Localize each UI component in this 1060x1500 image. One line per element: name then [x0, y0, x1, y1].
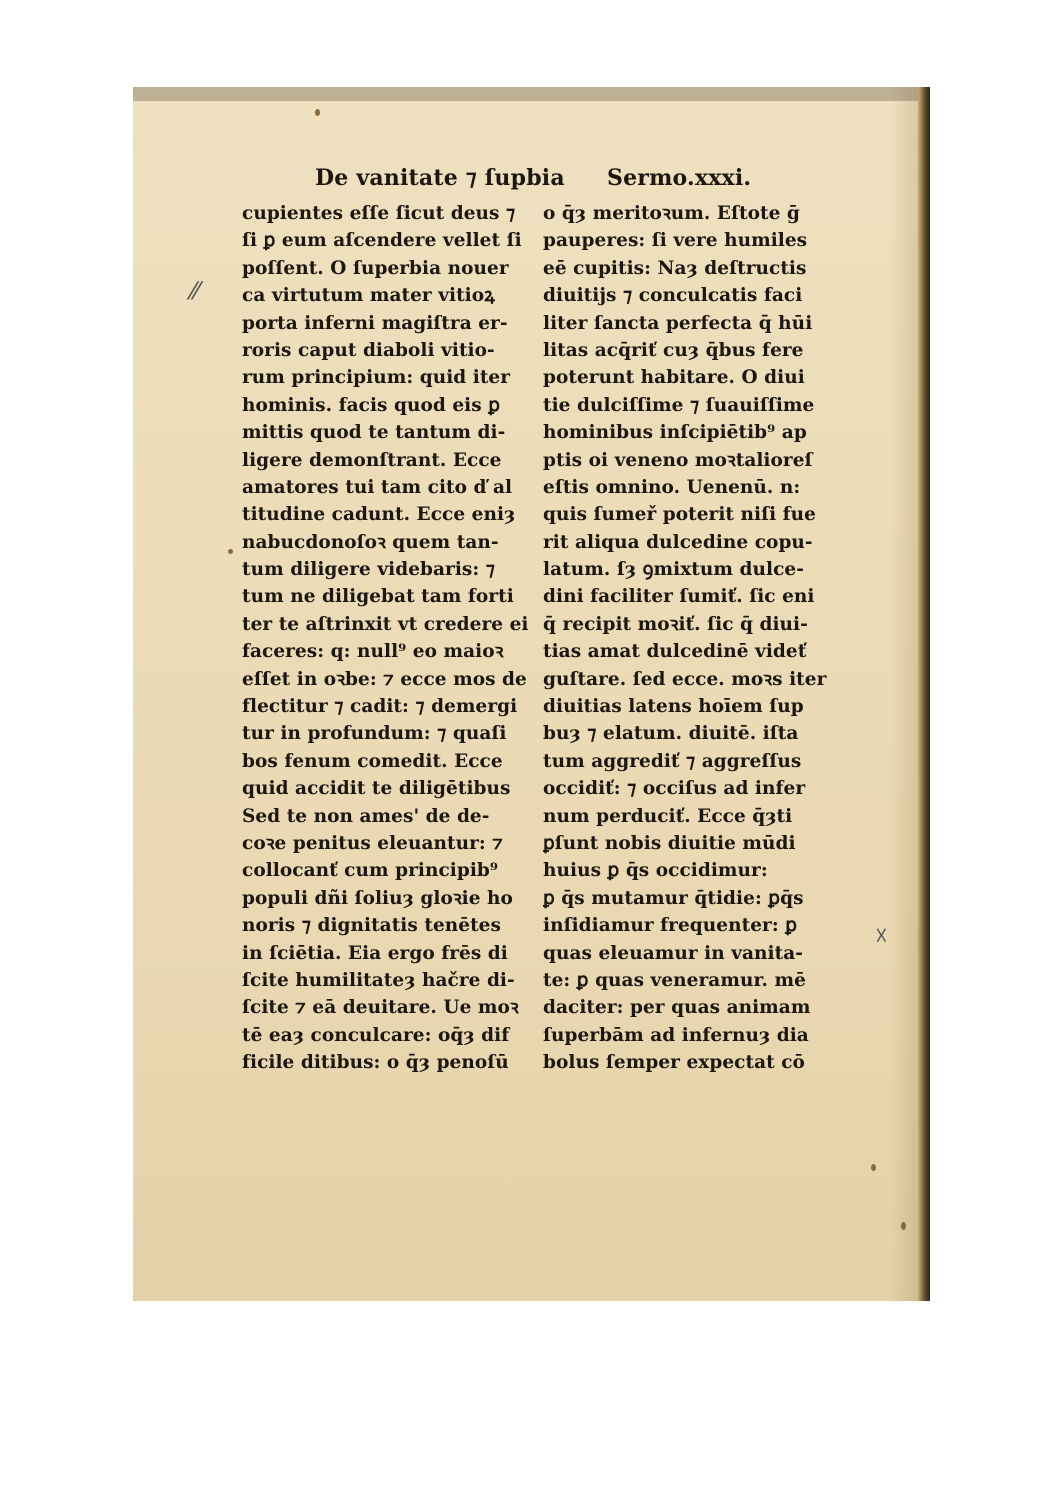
- left-column-line: titudine cadunt. Ecce eniȝ: [242, 504, 516, 526]
- left-column-line: amatores tui tam cito ď al: [242, 476, 513, 498]
- left-column-line: ter te aſtrinxit vt credere ei: [242, 613, 529, 635]
- running-header-right: Sermo.xxxi.: [607, 165, 752, 191]
- left-column-line: ficile ditibus: o q̄ȝ penoſū: [242, 1052, 509, 1074]
- right-column-line: quas eleuamur in vanita-: [543, 942, 803, 964]
- left-column-line: tē eaȝ conculcare: oq̄ȝ dif: [242, 1024, 510, 1046]
- right-column-line: bolus ſemper expectat cō: [543, 1052, 805, 1074]
- right-column-line: latum. ſȝ ꝯmixtum dulce-: [543, 559, 804, 581]
- right-column-line: ꝑſunt nobis diuitie mūdi: [543, 832, 796, 854]
- right-column-line: buȝ ⁊ elatum. diuitē. iſta: [543, 723, 799, 745]
- left-column-line: in ſciētia. Eia ergo frēs di: [242, 942, 508, 964]
- left-column-line: ligere demonſtrant. Ecce: [242, 449, 502, 471]
- left-column-line: cupientes eſſe ſicut deus ⁊: [242, 203, 516, 224]
- left-column-line: collocanť cum principib⁹: [242, 860, 499, 882]
- left-column-line: tum ne diligebat tam forti: [242, 586, 514, 608]
- right-column-line: ꝑ q̄s mutamur q̄tidie: ꝑq̄s: [543, 887, 804, 909]
- ink-speck: [228, 549, 233, 554]
- right-column-line: hominibus inſcipiētib⁹ ap: [543, 422, 807, 444]
- right-column-line: liter ſancta perfecta q̄ hūi: [543, 312, 813, 334]
- left-column-line: populi dñi ſoliuȝ gloꝛie ho: [242, 887, 513, 909]
- left-column-line: tum diligere videbaris: ⁊: [242, 559, 496, 581]
- right-column-line: poterunt habitare. O diui: [543, 367, 805, 389]
- right-column-line: diuitijs ⁊ conculcatis faci: [543, 285, 803, 307]
- right-column-line: num perduciť. Ecce q̄ȝti: [543, 805, 793, 827]
- left-column-line: mittis quod te tantum di-: [242, 422, 506, 444]
- right-column-line: litas acq̄riť cuȝ q̄bus fere: [543, 339, 804, 361]
- left-column-line: faceres: q: null⁹ eo maioꝛ: [242, 641, 504, 663]
- right-column-line: ptis oi veneno moꝛtalioreſ: [543, 449, 813, 471]
- right-column-line: occidiť: ⁊ occiſus ad infer: [543, 778, 806, 800]
- ink-speck: [315, 109, 320, 116]
- running-header-left: De vanitate ⁊ ſupbia: [315, 165, 565, 191]
- left-column-line: nabucdonoſoꝛ quem tan-: [242, 531, 499, 553]
- left-column-line: roris caput diaboli vitio-: [242, 339, 495, 361]
- left-column-line: ſcite humilitateȝ hačre di-: [242, 969, 515, 991]
- right-column-line: rit aliqua dulcedine copu-: [543, 531, 813, 553]
- page-gutter-shadow: [890, 87, 918, 1301]
- left-column-line: poſſent. O ſuperbia nouer: [242, 257, 509, 279]
- left-column-line: flectitur ⁊ cadit: ⁊ demergi: [242, 696, 518, 718]
- right-text-column: [543, 200, 863, 1077]
- ink-speck: [901, 1222, 906, 1230]
- right-column-line: ſuperbām ad infernuȝ dia: [543, 1024, 809, 1046]
- left-column-line: Sed te non ames' de de-: [242, 805, 490, 827]
- right-column-line: o q̄ȝ meritoꝛum. Eſtote ḡ: [543, 203, 800, 224]
- left-column-line: tur in profundum: ⁊ quaſi: [242, 723, 507, 745]
- margin-annotation-mark-right: ☓: [875, 922, 888, 950]
- right-column-line: quis ſumeř poterit niſi fue: [543, 504, 816, 526]
- left-column-line: coꝛe penitus eleuantur: ⁊: [242, 832, 503, 854]
- left-column-line: hominis. facis quod eis ꝑ: [242, 394, 501, 416]
- ink-speck: [871, 1164, 876, 1171]
- left-column-line: quid accidit te diligētibus: [242, 778, 511, 800]
- right-column-line: te: ꝑ quas veneramur. mē: [543, 969, 806, 991]
- left-column-line: noris ⁊ dignitatis tenētes: [242, 915, 501, 937]
- right-column-line: tie dulciſſime ⁊ ſuauiſſime: [543, 394, 815, 416]
- right-column-line: inſidiamur frequenter: ꝑ: [543, 915, 797, 937]
- book-edge: [918, 87, 930, 1301]
- left-column-line: bos fenum comedit. Ecce: [242, 750, 503, 772]
- margin-annotation-mark: ⁄⁄: [191, 277, 200, 305]
- left-column-line: porta inferni magiſtra er-: [242, 312, 508, 334]
- scan-top-edge: [133, 87, 930, 101]
- left-text-column: [242, 200, 552, 1077]
- right-column-line: tias amat dulcedinē videť: [543, 641, 807, 663]
- right-column-line: pauperes: ſi vere humiles: [543, 230, 808, 252]
- left-column-line: rum principium: quid iter: [242, 367, 511, 389]
- right-column-line: diuitias latens hoīem ſup: [543, 696, 804, 718]
- right-column-line: tum aggrediť ⁊ aggreſſus: [543, 750, 802, 772]
- left-column-line: eſſet in oꝛbe: ⁊ ecce mos de: [242, 668, 527, 690]
- left-column-line: ſcite ⁊ eā deuitare. Ue moꝛ: [242, 997, 519, 1019]
- right-column-line: q̄ recipit moꝛiť. ſic q̄ diui-: [543, 613, 808, 635]
- right-column-line: eſtis omnino. Uenenū. n:: [543, 476, 801, 498]
- right-column-line: huius ꝑ q̄s occidimur:: [543, 860, 768, 882]
- right-column-line: daciter: per quas animam: [543, 997, 811, 1019]
- scanned-page: [133, 87, 930, 1301]
- right-column-line: eē cupitis: Naȝ deſtructis: [543, 257, 807, 279]
- right-column-line: dini faciliter ſumiť. ſic eni: [543, 586, 815, 608]
- left-column-line: ſi ꝑ eum aſcendere vellet ſi: [242, 230, 522, 252]
- right-column-line: guſtare. ſed ecce. moꝛs iter: [543, 668, 827, 690]
- left-column-line: ca virtutum mater vitioꝝ: [242, 285, 495, 307]
